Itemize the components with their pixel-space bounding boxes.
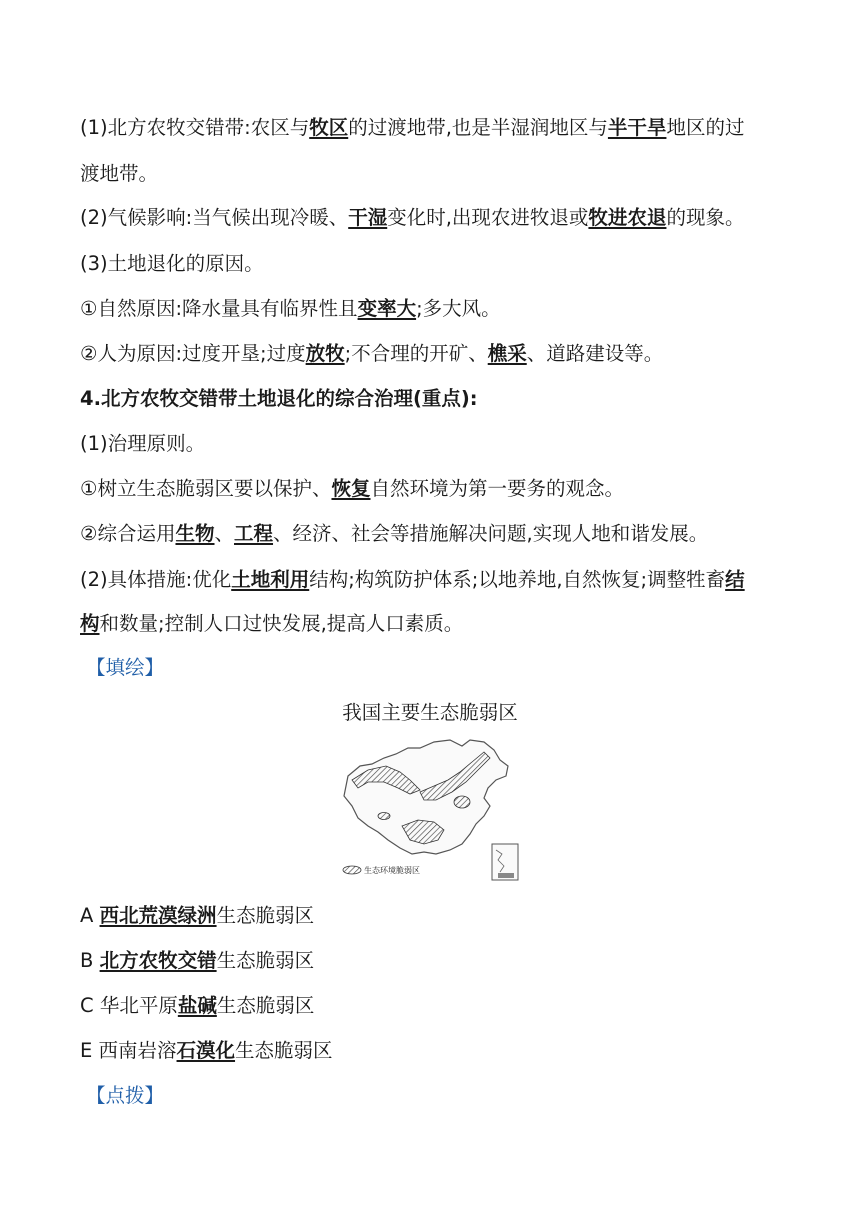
tip-tag: 【点拨】	[86, 1084, 165, 1107]
text: 生态脆弱区	[216, 994, 315, 1017]
text: E 西南岩溶	[80, 1039, 177, 1062]
paragraph-measures	[80, 566, 745, 594]
keyword: 北方农牧交错	[99, 949, 217, 972]
legend-label: 生态环境脆弱区	[364, 866, 420, 875]
keyword: 结	[725, 568, 745, 591]
paragraph-climate-impact	[80, 204, 744, 232]
text: 地区的过	[666, 116, 745, 139]
text: 变化时,出现农进牧退或	[387, 206, 589, 229]
keyword: 牧进农退	[588, 206, 667, 229]
text: ②人为原因:过度开垦;过度	[80, 342, 306, 365]
keyword: 变率大	[357, 297, 417, 320]
item-c	[80, 992, 314, 1020]
text: ②综合运用	[80, 522, 176, 545]
paragraph-human-causes	[80, 340, 663, 368]
item-a	[80, 902, 314, 930]
legend-symbol	[343, 866, 361, 874]
text: ①树立生态脆弱区要以保护、	[80, 477, 332, 500]
paragraph-measures-cont	[80, 610, 463, 638]
text: B	[80, 949, 100, 972]
keyword: 恢复	[331, 477, 371, 500]
item-b	[80, 947, 314, 975]
keyword: 牧区	[309, 116, 349, 139]
figure-title: 我国主要生态脆弱区	[342, 701, 518, 724]
keyword: 石漠化	[176, 1039, 236, 1062]
text: A	[80, 904, 100, 927]
fill-draw-tag: 【填绘】	[86, 656, 165, 679]
keyword: 半干旱	[607, 116, 667, 139]
text: (2)气候影响:当气候出现冷暖、	[80, 206, 349, 229]
keyword: 盐碱	[177, 994, 217, 1017]
text: 的现象。	[666, 206, 745, 229]
text: 生态脆弱区	[216, 904, 315, 927]
text: 生态脆弱区	[216, 949, 315, 972]
text: 、	[214, 522, 235, 545]
keyword: 工程	[234, 522, 274, 545]
paragraph-degradation-causes: (3)土地退化的原因。	[80, 252, 264, 275]
text: 、经济、社会等措施解决问题,实现人地和谐发展。	[273, 522, 709, 545]
keyword: 构	[80, 612, 100, 635]
text: 结构;构筑防护体系;以地养地,自然恢复;调整牲畜	[309, 568, 726, 591]
keyword: 樵采	[487, 342, 527, 365]
text: ;多大风。	[416, 297, 501, 320]
paragraph-transition-zone	[80, 114, 744, 142]
keyword: 西北荒漠绿洲	[99, 904, 217, 927]
text: ①自然原因:降水量具有临界性且	[80, 297, 358, 320]
keyword: 土地利用	[231, 568, 310, 591]
text: 和数量;控制人口过快发展,提高人口素质。	[99, 612, 464, 635]
text: 、道路建设等。	[526, 342, 664, 365]
china-fragile-zones-map	[338, 736, 522, 884]
zone-north-plain	[454, 796, 470, 808]
keyword: 生物	[175, 522, 215, 545]
keyword: 干湿	[348, 206, 388, 229]
text: 生态脆弱区	[235, 1039, 333, 1062]
text: 的过渡地带,也是半湿润地区与	[348, 116, 608, 139]
text: ;不合理的开矿、	[344, 342, 488, 365]
paragraph-natural-causes	[80, 295, 501, 323]
text: 渡地带。	[80, 162, 159, 185]
paragraph-principles: (1)治理原则。	[80, 432, 206, 455]
section-heading: 4.北方农牧交错带土地退化的综合治理(重点):	[80, 387, 478, 410]
text: C 华北平原	[80, 994, 178, 1017]
keyword: 放牧	[305, 342, 345, 365]
text: 自然环境为第一要务的观念。	[370, 477, 625, 500]
text: (2)具体措施:优化	[80, 568, 232, 591]
paragraph-principle-1	[80, 475, 624, 503]
paragraph-transition-zone-cont	[80, 160, 158, 188]
paragraph-principle-2	[80, 520, 708, 548]
item-e	[80, 1037, 333, 1065]
zone-plateau	[378, 813, 390, 820]
text: (1)北方农牧交错带:农区与	[80, 116, 310, 139]
